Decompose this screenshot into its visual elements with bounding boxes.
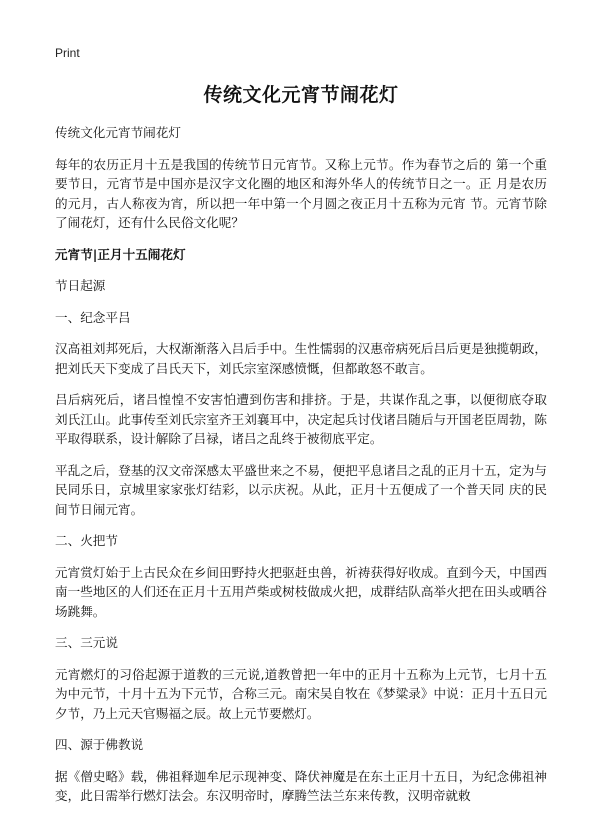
document-body (55, 123, 547, 818)
heading-1: 一、纪念平吕 (55, 309, 131, 325)
print-link[interactable]: Print (55, 46, 80, 60)
heading-4: 四、源于佛教说 (55, 737, 144, 752)
heading-3: 三、三元说 (55, 635, 118, 650)
heading-2: 二、火把节 (55, 533, 118, 548)
intro-paragraph: 每年的农历正月十五是我国的传统节日元宵节。又称上元节。作为春节之后的 第一个重要节日，元宵节是中国亦是汉字文化圈的地区和海外华人的传统节日之一。正 月是农历的元月，古人称夜为宵，所以把一年中第一个月圆之夜正月十五称为元宵 节。元宵节除了闹花灯，还有什么民俗文化呢？ (55, 156, 547, 230)
paragraph-1b: 吕后病死后，诸吕惶惶不安害怕遭到伤害和排挤。于是，共谋作乱之事，以便彻底夺取 刘氏江山。此事传至刘氏宗室齐王刘襄耳中，决定起兵讨伐诸吕随后与开国老臣周勃，陈平取得联系，设计解除了吕禄，诸吕之乱终于被彻底平定。 (55, 392, 547, 446)
subtitle-line: 传统文化元宵节闹花灯 (55, 125, 181, 140)
paragraph-2: 元宵赏灯始于上古民众在乡间田野持火把驱赶虫兽，祈祷获得好收成。直到今天，中国西南一些地区的人们还在正月十五用芦柴或树枝做成火把，成群结队高举火把在田头或晒谷场跳舞。 (55, 564, 547, 619)
paragraph-4: 据《僧史略》载，佛祖释迦牟尼示现神变、降伏神魔是在东土正月十五日，为纪念佛祖神变，此日需举行燃灯法会。东汉明帝时，摩腾竺法兰东来传教，汉明帝就敕 (55, 768, 547, 803)
section-heading-main: 元宵节|正月十五闹花灯 (55, 246, 186, 262)
document-title: 传统文化元宵节闹花灯 (203, 84, 399, 106)
paragraph-3: 元宵燃灯的习俗起源于道教的三元说,道教曾把一年中的正月十五称为上元节，七月十五为中元节，十月十五为下元节，合称三元。南宋吴自牧在《梦粱录》中说：正月十五日元夕节，乃上元天官赐福之辰。故上元节要燃灯。 (55, 666, 547, 721)
paragraph-1c: 平乱之后，登基的汉文帝深感太平盛世来之不易，便把平息诸吕之乱的正月十五，定为与民同乐日，京城里家家张灯结彩，以示庆祝。从此，正月十五便成了一个普天同 庆的民间节日闹元宵。 (55, 462, 547, 517)
heading-origin: 节日起源 (55, 278, 106, 293)
paragraph-1a: 汉高祖刘邦死后，大权渐渐落入吕后手中。生性懦弱的汉惠帝病死后吕后更是独揽朝政，把刘氏天下变成了吕氏天下，刘氏宗室深感愤慨，但都敢怒不敢言。 (55, 341, 547, 376)
